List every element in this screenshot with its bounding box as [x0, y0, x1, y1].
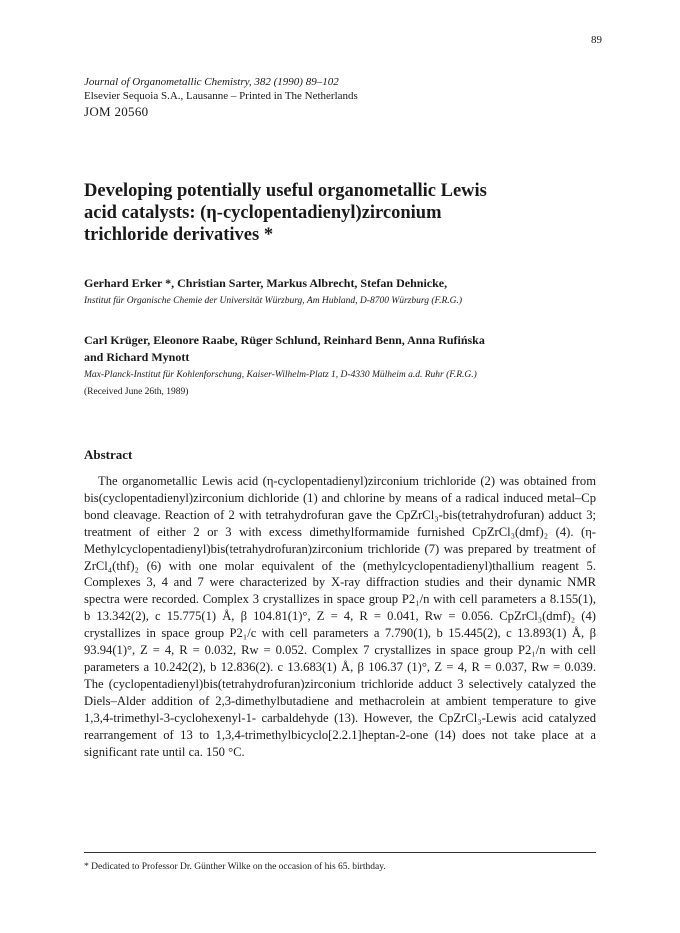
author-list-2-line-1: Carl Krüger, Eleonore Raabe, Rüger Schlund, Reinhard Benn, Anna Rufińska: [84, 333, 485, 347]
abstract-paragraph: The organometallic Lewis acid (η-cyclopentadienyl)zirconium trichloride (2) was obtained from bis(cyclopentadienyl)zirconium dichloride (1) and chlorine by means of a radical induced metal–Cp bond cleavage. Reaction of 2 with tetrahydrofuran gave the CpZrCl₃-bis(tetrahydrofuran) adduct 3; treatment of either 2 or 3 with excess dimethylformamide furnished CpZrCl₃(dmf)₂ (4). (η-Methylcyclopentadienyl)bis(tetrahydrofuran)zirconium trichloride (7) was prepared by treatment of ZrCl₄(thf)₂ (6) with one molar equivalent of the (methylcyclopentadienyl)thallium reagent 5. Complexes 3, 4 and 7 were characterized by X-ray diffraction studies and their dynamic NMR spectra were recorded. Complex 3 crystallizes in space group P2₁/n with cell parameters a 8.155(1), b 13.342(2), c 15.775(1) Å, β 104.81(1)°, Z = 4, R = 0.041, Rw = 0.056. CpZrCl₃(dmf)₂ (4) crystallizes in space group P2₁/c with cell parameters a 7.790(1), b 15.445(2), c 13.893(1) Å, β 93.94(1)°, Z = 4, R = 0.032, Rw = 0.052. Complex 7 crystallizes in space group P2₁/n with cell parameters a 10.242(2), b 12.836(2). c 13.683(1) Å, β 106.37 (1)°, Z = 4, R = 0.037, Rw = 0.039. The (cyclopentadienyl)bis(tetrahydrofuran)zirconium trichloride adduct 3 selectively catalyzed the Diels–Alder addition of 2,3-dimethylbutadiene and methacrolein at ambient temperature to give 1,3,4-trimethyl-3-cyclohexenyl-1- carbaldehyde (13). However, the CpZrCl₃-Lewis acid catalyzed rearrangement of 13 to 1,3,4-trimethylbicyclo[2.2.1]heptan-2-one (14) does not take place at a significant rate until ca. 150 °C.: [84, 474, 596, 759]
author-list-1: Gerhard Erker *, Christian Sarter, Markus Albrecht, Stefan Dehnicke,: [84, 276, 448, 290]
title-line: Developing potentially useful organometallic Lewis: [84, 181, 487, 201]
publisher-line: Elsevier Sequoia S.A., Lausanne – Printed in The Netherlands: [84, 90, 358, 102]
journal-citation: Journal of Organometallic Chemistry, 382 (1990) 89–102: [84, 76, 339, 88]
article-id: JOM 20560: [84, 104, 149, 119]
abstract-body: [84, 473, 596, 760]
title-line: acid catalysts: (η-cyclopentadienyl)zirconium: [84, 203, 442, 223]
title-line: trichloride derivatives *: [84, 225, 274, 245]
affiliation-2: Max-Planck-Institut für Kohlenforschung, Kaiser-Wilhelm-Platz 1, D-4330 Mülheim a.d. Ruhr (F.R.G.): [84, 370, 477, 380]
article-title: [84, 180, 604, 246]
footnote: * Dedicated to Professor Dr. Günther Wilke on the occasion of his 65. birthday.: [84, 862, 386, 872]
page-number: 89: [591, 34, 602, 46]
abstract-heading: Abstract: [84, 447, 133, 462]
received-date: (Received June 26th, 1989): [84, 387, 189, 397]
author-list-2-line-2: and Richard Mynott: [84, 350, 190, 364]
footnote-divider: [84, 852, 596, 853]
affiliation-1: Institut für Organische Chemie der Universität Würzburg, Am Hubland, D-8700 Würzburg (F.R.G.): [84, 296, 463, 306]
